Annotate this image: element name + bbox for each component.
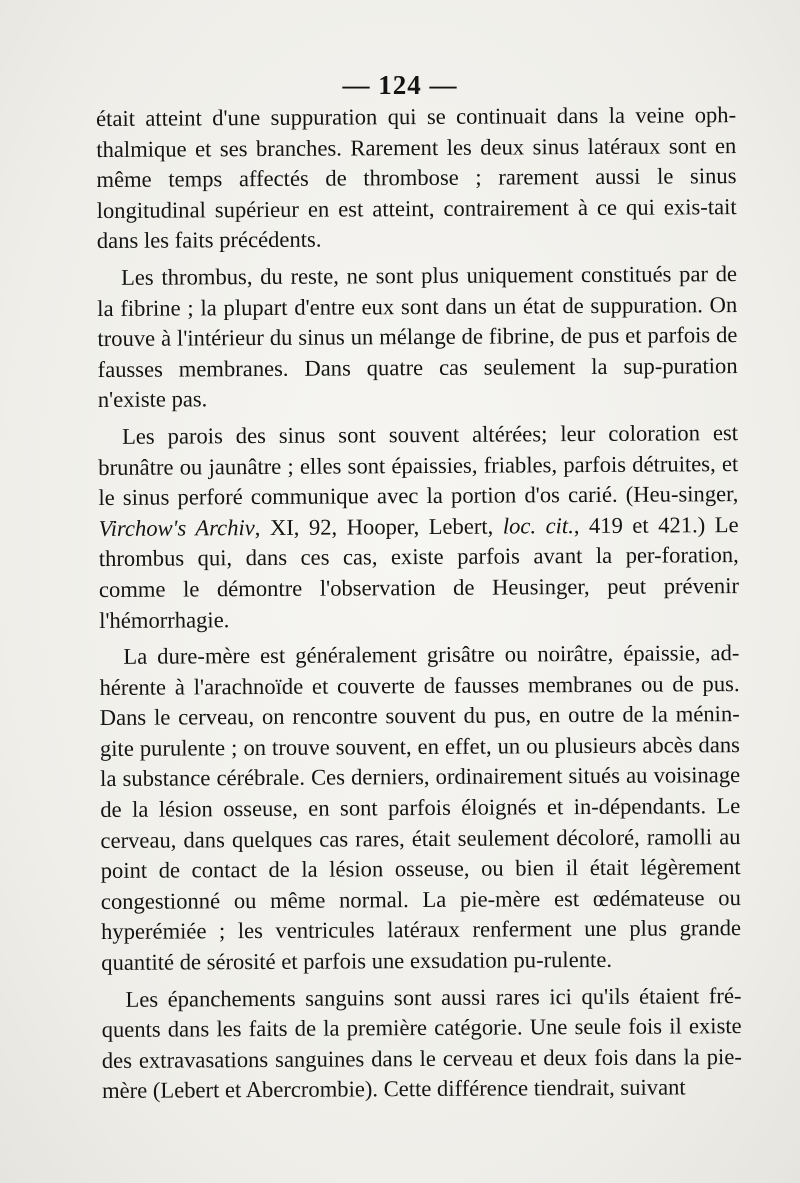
paragraph-1: était atteint d'une suppuration qui se continuait dans la veine oph-thalmique et ses branches. Rarement les deux sinus latéraux sont en même temps affectés de thrombose ; rarement aussi le sinus longitudinal supérieur en est atteint, contrairement à ce qui exis-tait dans les faits précédents. xyxy=(96,102,737,254)
paragraph-5: Les épanchements sanguins sont aussi rares ici qu'ils étaient fré-quents dans les faits de la première catégorie. Une seule fois il existe des extravasations sanguines dans le cerveau et deux fois dans la pie-mère (Lebert et Abercrombie). Cette différence tiendrait, suivant xyxy=(101,982,742,1104)
paragraph-2: Les thrombus, du reste, ne sont plus uniquement constitués par de la fibrine ; la plupart d'entre eux sont dans un état de suppuration. On trouve à l'intérieur du sinus un mélange de fibrine, de pus et parfois de fausses membranes. Dans quatre cas seulement la sup-puration n'existe pas. xyxy=(97,261,738,413)
paragraph-3 xyxy=(98,418,739,636)
citation-loc-cit: loc. cit. xyxy=(502,512,574,539)
page-number: — 124 — xyxy=(342,70,458,100)
paragraph-3-part-1: Les parois des sinus sont souvent altérées; leur coloration est brunâtre ou jaunâtre ; elles sont épaissies, friables, parfois détruites, et le sinus perforé communique avec la portion d'os carié. (Heu-singer, xyxy=(98,420,739,511)
paragraph-3-part-3: , 419 et 421.) Le thrombus qui, dans ces cas, existe parfois avant la per-foration, comme le démontre l'observation de Heusinger, peut prévenir l'hémorrhagie. xyxy=(98,511,740,633)
body-text xyxy=(96,100,742,1113)
citation-virchows-archiv: Virchow's Archiv xyxy=(98,514,255,541)
paragraph-3-part-2: , XI, 92, Hooper, Lebert, xyxy=(254,513,503,540)
paragraph-4: La dure-mère est généralement grisâtre ou noirâtre, épaissie, ad-hérente à l'arachnoïde et couverte de fausses membranes ou de pus. Dans le cerveau, on rencontre souvent du pus, en outre de la ménin-gite purulente ; on trouve souvent, en effet, un ou plusieurs abcès dans la substance cérébrale. Ces derniers, ordinairement situés au voisinage de la lésion osseuse, en sont parfois éloignés et in-dépendants. Le cerveau, dans quelques cas rares, était seulement décoloré, ramolli au point de contact de la lésion osseuse, ou bien il était légèrement congestionné ou même normal. La pie-mère est œdémateuse ou hyperémiée ; les ventricules latéraux renferment une plus grande quantité de sérosité et parfois une exsudation pu-rulente. xyxy=(99,640,742,976)
